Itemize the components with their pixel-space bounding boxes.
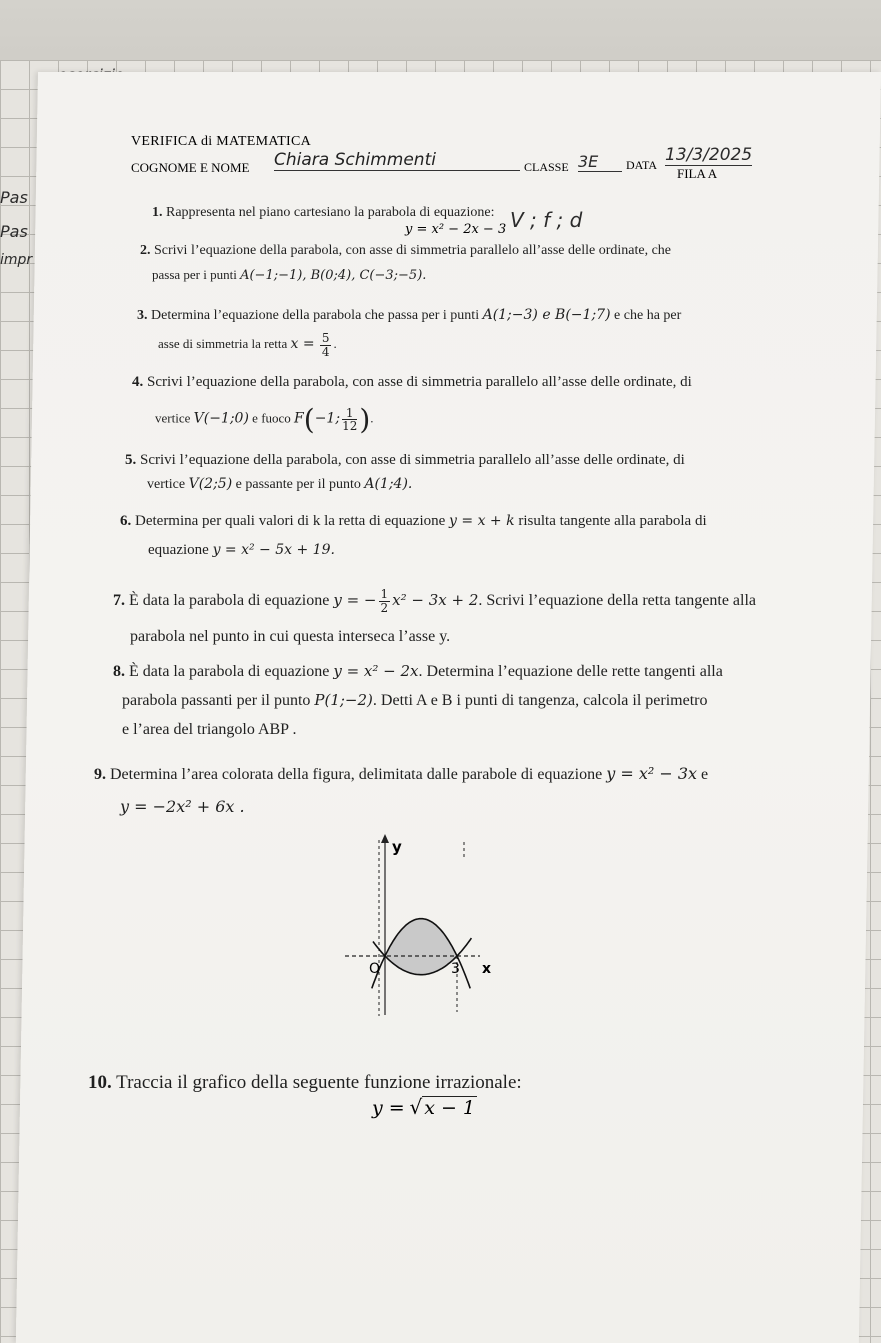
question-4-line2: vertice V(−1;0) e fuoco F(−1; $\frac{1}{12}$ ). <box>155 403 374 436</box>
question-text: Scrivi l’equazione della parabola, con asse di simmetria parallelo all’asse delle ordinate, di <box>140 452 685 468</box>
question-9-line2: y = −2x² + 6x . <box>120 797 245 816</box>
question-7-line2: parabola nel punto in cui questa interseca l’asse y. <box>130 628 451 645</box>
question-2 <box>140 240 671 262</box>
parabolas-figure <box>340 830 520 1020</box>
fraction: $\frac{5}{4}$ <box>321 331 330 359</box>
question-3-points: A(1;−3) e B(−1;7) <box>482 307 611 323</box>
question-8-line2: parabola passanti per il punto P(1;−2). Detti A e B i punti di tangenza, calcola il perimetro <box>122 691 708 709</box>
date-value: 13/3/2025 <box>665 145 753 165</box>
grid-note-left-1: Pas <box>0 188 28 207</box>
question-text: È data la parabola di equazione <box>129 663 330 680</box>
question-1-note: V ; f ; d <box>510 208 583 232</box>
question-number: 10. <box>88 1072 112 1093</box>
question-text: È data la parabola di equazione <box>129 591 330 609</box>
question-text: Scrivi l’equazione della parabola, con asse di simmetria parallelo all’asse delle ordinate, che <box>154 243 672 258</box>
question-2-points: A(−1;−1), B(0;4), C(−3;−5). <box>240 268 427 283</box>
question-5-line2: vertice V(2;5) e passante per il punto A(1;4). <box>147 476 413 492</box>
question-1 <box>152 202 494 224</box>
question-10 <box>88 1068 522 1097</box>
question-3: 3. Determina l’equazione della parabola che passa per i punti A(1;−3) e B(−1;7) e che ha per <box>137 307 682 323</box>
question-text: Determina l’equazione della parabola che passa per i punti <box>151 308 480 323</box>
question-number: 2. <box>140 243 151 258</box>
y-axis-arrow <box>381 834 389 843</box>
question-10-formula: y = √ x − 1 <box>372 1095 476 1119</box>
x-axis-label: x <box>482 961 492 977</box>
question-1-formula: y = x² − 2x − 3 <box>405 222 507 237</box>
question-text: Traccia il grafico della seguente funzione irrazionale: <box>116 1072 522 1093</box>
question-text: Determina l’area colorata della figura, delimitata dalle parabole di equazione <box>110 766 603 783</box>
name-label: COGNOME E NOME <box>131 160 250 175</box>
y-axis-label: y <box>392 838 402 856</box>
question-8: 8. È data la parabola di equazione y = x² − 2x. Determina l’equazione delle rette tangenti alla <box>113 662 723 680</box>
question-4 <box>132 371 692 394</box>
question-9: 9. Determina l’area colorata della figura, delimitata dalle parabole di equazione y = x² − 3x e <box>94 764 709 783</box>
test-title: VERIFICA di MATEMATICA <box>131 134 312 149</box>
question-text: Scrivi l’equazione della parabola, con asse di simmetria parallelo all’asse delle ordinate, di <box>147 374 692 390</box>
class-value: 3E <box>578 152 622 172</box>
question-number: 1. <box>152 205 163 220</box>
origin-label: O <box>369 961 381 977</box>
name-value: Chiara Schimmenti <box>274 150 520 171</box>
question-text: Rappresenta nel piano cartesiano la parabola di equazione: <box>166 205 495 220</box>
question-7: 7. È data la parabola di equazione y = − $\frac{1}{2}$ x² − 3x + 2. Scrivi l’equazione della retta tangente alla <box>113 587 757 615</box>
fraction: $\frac{1}{12}$ <box>342 405 358 434</box>
tick-label-3: 3 <box>451 961 460 977</box>
fraction: $\frac{1}{2}$ <box>380 587 389 615</box>
question-8-line3: e l’area del triangolo ABP . <box>122 721 297 738</box>
question-number: 5. <box>125 452 137 468</box>
question-6-line2: equazione y = x² − 5x + 19. <box>148 542 335 558</box>
question-text: Determina per quali valori di k la retta di equazione <box>135 513 446 529</box>
question-3-line2: asse di simmetria la retta x = $\frac{5}{4}$ . <box>158 331 337 359</box>
question-number: 8. <box>113 663 125 680</box>
fila-label: FILA A <box>677 166 718 181</box>
question-6: 6. Determina per quali valori di k la retta di equazione y = x + k risulta tangente alla parabola di <box>120 513 707 529</box>
date-label: DATA <box>626 158 658 172</box>
radicand: x − 1 <box>424 1097 476 1119</box>
class-label: CLASSE <box>524 160 569 174</box>
question-number: 6. <box>120 513 132 529</box>
question-number: 3. <box>137 308 148 323</box>
grid-note-left-2: Pas <box>0 222 28 241</box>
question-2-line2: passa per i punti A(−1;−1), B(0;4), C(−3;−5). <box>152 267 427 283</box>
question-number: 4. <box>132 374 144 390</box>
grid-note-left-3: impr <box>0 252 33 268</box>
question-number: 7. <box>113 591 125 609</box>
question-4-vertex: V(−1;0) <box>193 410 249 427</box>
question-5 <box>125 449 685 472</box>
question-number: 9. <box>94 766 106 783</box>
